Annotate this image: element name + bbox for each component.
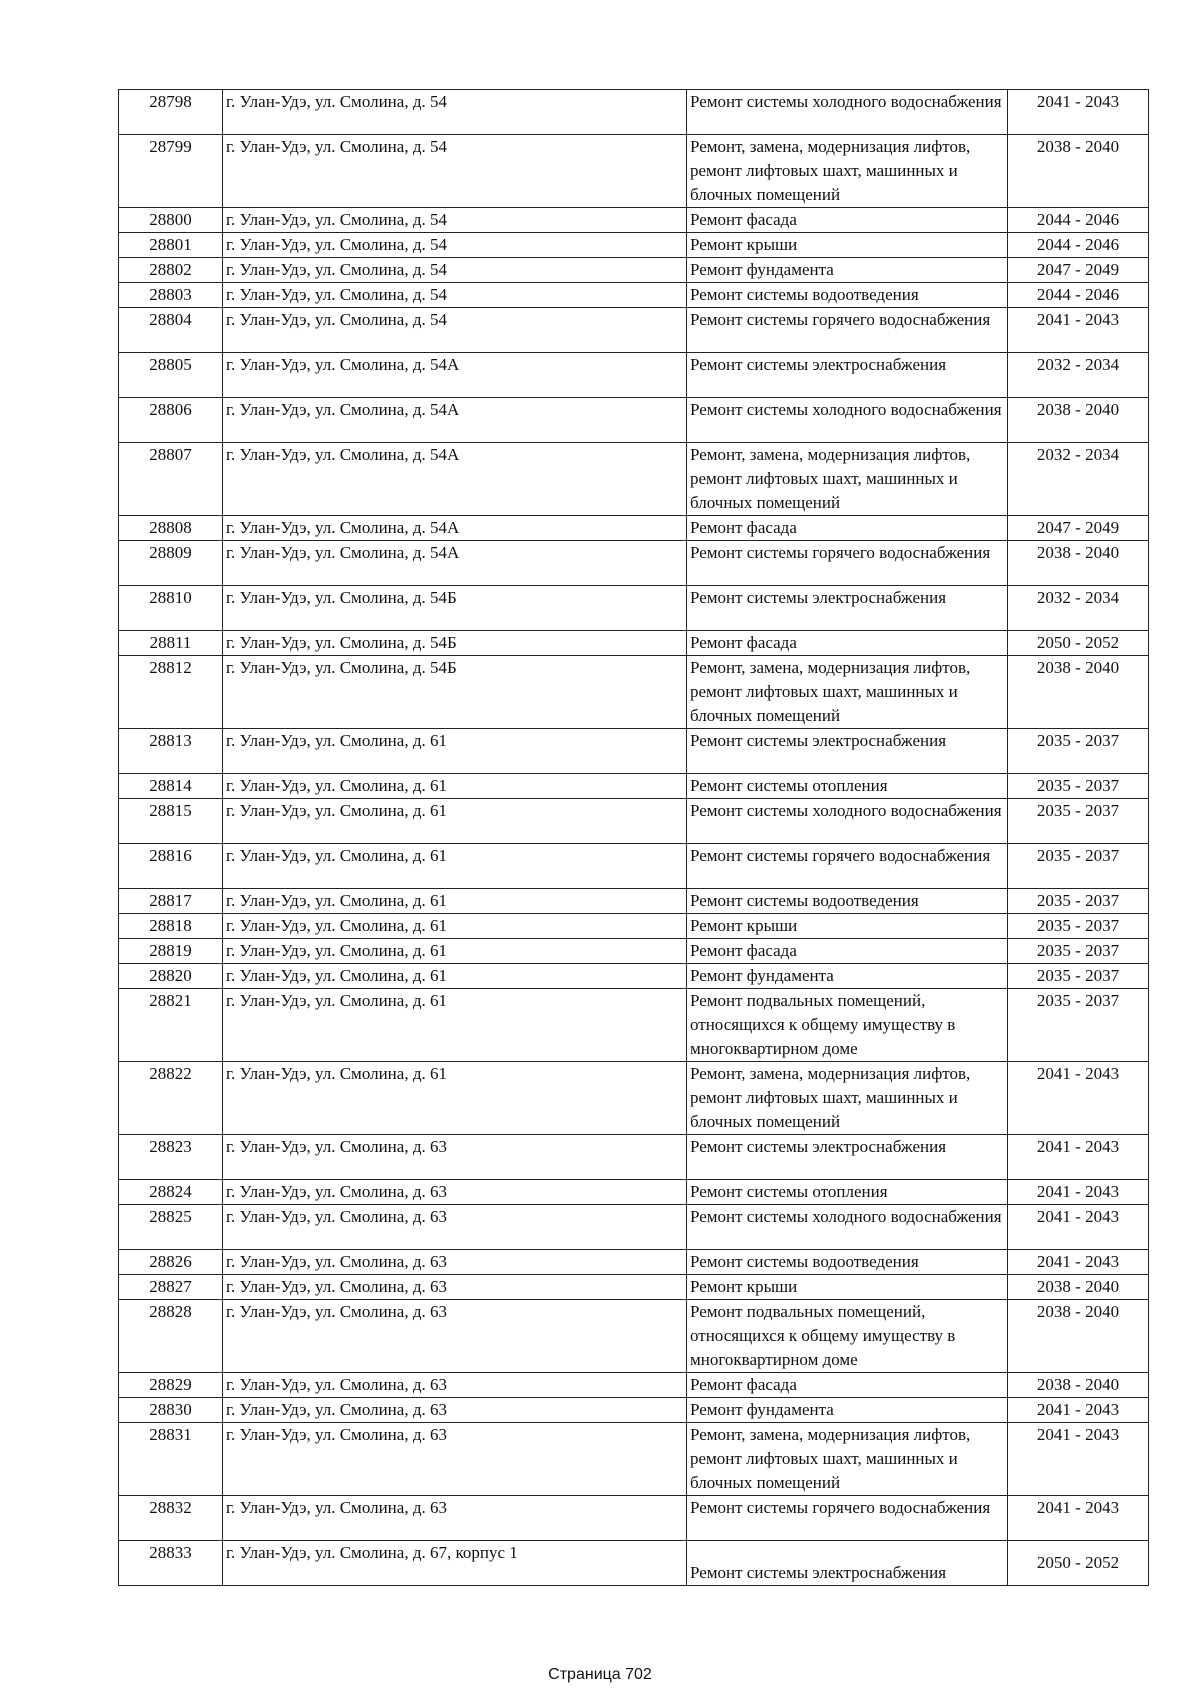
row-number: 28801 xyxy=(119,233,223,258)
row-period: 2041 - 2043 xyxy=(1008,90,1149,135)
row-period: 2035 - 2037 xyxy=(1008,799,1149,844)
row-number: 28826 xyxy=(119,1250,223,1275)
row-address: г. Улан-Удэ, ул. Смолина, д. 54А xyxy=(223,443,687,516)
row-number: 28814 xyxy=(119,774,223,799)
row-work-type: Ремонт системы отопления xyxy=(687,1180,1008,1205)
row-address: г. Улан-Удэ, ул. Смолина, д. 61 xyxy=(223,844,687,889)
table-row xyxy=(119,889,1149,914)
row-address: г. Улан-Удэ, ул. Смолина, д. 54Б xyxy=(223,631,687,656)
row-address: г. Улан-Удэ, ул. Смолина, д. 54 xyxy=(223,208,687,233)
row-work-type: Ремонт фасада xyxy=(687,939,1008,964)
row-work-type: Ремонт системы холодного водоснабжения xyxy=(687,1205,1008,1250)
row-number: 28818 xyxy=(119,914,223,939)
table-row xyxy=(119,989,1149,1062)
table-row xyxy=(119,774,1149,799)
row-address: г. Улан-Удэ, ул. Смолина, д. 54Б xyxy=(223,586,687,631)
row-work-type: Ремонт системы электроснабжения xyxy=(687,1135,1008,1180)
row-number: 28830 xyxy=(119,1398,223,1423)
row-period: 2044 - 2046 xyxy=(1008,283,1149,308)
row-work-type: Ремонт системы горячего водоснабжения xyxy=(687,1496,1008,1541)
row-address: г. Улан-Удэ, ул. Смолина, д. 54 xyxy=(223,90,687,135)
row-address: г. Улан-Удэ, ул. Смолина, д. 63 xyxy=(223,1275,687,1300)
row-work-type: Ремонт системы горячего водоснабжения xyxy=(687,308,1008,353)
row-period: 2035 - 2037 xyxy=(1008,939,1149,964)
row-period: 2041 - 2043 xyxy=(1008,1496,1149,1541)
table-row xyxy=(119,1373,1149,1398)
row-period: 2035 - 2037 xyxy=(1008,914,1149,939)
table-row xyxy=(119,964,1149,989)
row-address: г. Улан-Удэ, ул. Смолина, д. 54 xyxy=(223,283,687,308)
row-address: г. Улан-Удэ, ул. Смолина, д. 54 xyxy=(223,135,687,208)
row-address: г. Улан-Удэ, ул. Смолина, д. 63 xyxy=(223,1398,687,1423)
row-address: г. Улан-Удэ, ул. Смолина, д. 54А xyxy=(223,516,687,541)
row-number: 28807 xyxy=(119,443,223,516)
row-address: г. Улан-Удэ, ул. Смолина, д. 54 xyxy=(223,258,687,283)
row-work-type: Ремонт крыши xyxy=(687,233,1008,258)
table-row xyxy=(119,308,1149,353)
table-row xyxy=(119,283,1149,308)
row-number: 28798 xyxy=(119,90,223,135)
row-number: 28816 xyxy=(119,844,223,889)
row-number: 28800 xyxy=(119,208,223,233)
row-number: 28823 xyxy=(119,1135,223,1180)
row-address: г. Улан-Удэ, ул. Смолина, д. 54А xyxy=(223,353,687,398)
row-address: г. Улан-Удэ, ул. Смолина, д. 61 xyxy=(223,914,687,939)
row-period: 2047 - 2049 xyxy=(1008,258,1149,283)
row-period: 2038 - 2040 xyxy=(1008,1275,1149,1300)
row-work-type: Ремонт системы горячего водоснабжения xyxy=(687,844,1008,889)
row-work-type: Ремонт фасада xyxy=(687,631,1008,656)
row-address: г. Улан-Удэ, ул. Смолина, д. 63 xyxy=(223,1423,687,1496)
row-address: г. Улан-Удэ, ул. Смолина, д. 63 xyxy=(223,1300,687,1373)
row-number: 28813 xyxy=(119,729,223,774)
row-period: 2038 - 2040 xyxy=(1008,1373,1149,1398)
row-period: 2032 - 2034 xyxy=(1008,353,1149,398)
row-period: 2035 - 2037 xyxy=(1008,889,1149,914)
row-number: 28802 xyxy=(119,258,223,283)
row-number: 28825 xyxy=(119,1205,223,1250)
row-number: 28821 xyxy=(119,989,223,1062)
row-period: 2041 - 2043 xyxy=(1008,1205,1149,1250)
row-work-type: Ремонт системы горячего водоснабжения xyxy=(687,541,1008,586)
table-row xyxy=(119,1398,1149,1423)
row-period: 2035 - 2037 xyxy=(1008,774,1149,799)
table-row xyxy=(119,541,1149,586)
row-address: г. Улан-Удэ, ул. Смолина, д. 54А xyxy=(223,398,687,443)
row-period: 2035 - 2037 xyxy=(1008,989,1149,1062)
row-address: г. Улан-Удэ, ул. Смолина, д. 63 xyxy=(223,1250,687,1275)
row-work-type: Ремонт фундамента xyxy=(687,258,1008,283)
row-period: 2038 - 2040 xyxy=(1008,398,1149,443)
row-work-type: Ремонт системы холодного водоснабжения xyxy=(687,90,1008,135)
table-row xyxy=(119,631,1149,656)
row-work-type: Ремонт фасада xyxy=(687,1373,1008,1398)
row-work-type: Ремонт крыши xyxy=(687,1275,1008,1300)
table-row xyxy=(119,1300,1149,1373)
row-work-type: Ремонт системы электроснабжения xyxy=(687,586,1008,631)
row-address: г. Улан-Удэ, ул. Смолина, д. 63 xyxy=(223,1373,687,1398)
table-row xyxy=(119,939,1149,964)
row-address: г. Улан-Удэ, ул. Смолина, д. 61 xyxy=(223,774,687,799)
row-work-type: Ремонт, замена, модернизация лифтов, ремонт лифтовых шахт, машинных и блочных помещений xyxy=(687,443,1008,516)
row-work-type: Ремонт системы водоотведения xyxy=(687,283,1008,308)
row-period: 2032 - 2034 xyxy=(1008,586,1149,631)
row-work-type: Ремонт подвальных помещений, относящихся к общему имуществу в многоквартирном доме xyxy=(687,1300,1008,1373)
row-number: 28808 xyxy=(119,516,223,541)
row-address: г. Улан-Удэ, ул. Смолина, д. 61 xyxy=(223,939,687,964)
row-work-type: Ремонт системы холодного водоснабжения xyxy=(687,398,1008,443)
row-work-type: Ремонт системы отопления xyxy=(687,774,1008,799)
row-number: 28809 xyxy=(119,541,223,586)
row-number: 28824 xyxy=(119,1180,223,1205)
row-address: г. Улан-Удэ, ул. Смолина, д. 61 xyxy=(223,799,687,844)
row-number: 28810 xyxy=(119,586,223,631)
row-address: г. Улан-Удэ, ул. Смолина, д. 63 xyxy=(223,1496,687,1541)
row-period: 2038 - 2040 xyxy=(1008,541,1149,586)
row-period: 2041 - 2043 xyxy=(1008,1250,1149,1275)
row-address: г. Улан-Удэ, ул. Смолина, д. 63 xyxy=(223,1135,687,1180)
row-period: 2041 - 2043 xyxy=(1008,308,1149,353)
row-work-type: Ремонт системы электроснабжения xyxy=(687,729,1008,774)
row-address: г. Улан-Удэ, ул. Смолина, д. 54 xyxy=(223,308,687,353)
table-row xyxy=(119,135,1149,208)
row-period: 2038 - 2040 xyxy=(1008,1300,1149,1373)
row-period: 2038 - 2040 xyxy=(1008,656,1149,729)
row-address: г. Улан-Удэ, ул. Смолина, д. 61 xyxy=(223,989,687,1062)
table-row xyxy=(119,1180,1149,1205)
table-row xyxy=(119,443,1149,516)
row-work-type: Ремонт, замена, модернизация лифтов, ремонт лифтовых шахт, машинных и блочных помещений xyxy=(687,135,1008,208)
row-period: 2032 - 2034 xyxy=(1008,443,1149,516)
row-period: 2035 - 2037 xyxy=(1008,844,1149,889)
row-address: г. Улан-Удэ, ул. Смолина, д. 63 xyxy=(223,1180,687,1205)
row-work-type: Ремонт фундамента xyxy=(687,964,1008,989)
row-address: г. Улан-Удэ, ул. Смолина, д. 54 xyxy=(223,233,687,258)
row-address: г. Улан-Удэ, ул. Смолина, д. 61 xyxy=(223,1062,687,1135)
row-work-type: Ремонт подвальных помещений, относящихся к общему имуществу в многоквартирном доме xyxy=(687,989,1008,1062)
row-work-type: Ремонт системы водоотведения xyxy=(687,1250,1008,1275)
table-row xyxy=(119,914,1149,939)
row-period: 2047 - 2049 xyxy=(1008,516,1149,541)
row-period: 2041 - 2043 xyxy=(1008,1135,1149,1180)
row-period: 2041 - 2043 xyxy=(1008,1398,1149,1423)
row-address: г. Улан-Удэ, ул. Смолина, д. 54А xyxy=(223,541,687,586)
row-work-type: Ремонт фундамента xyxy=(687,1398,1008,1423)
row-period: 2035 - 2037 xyxy=(1008,729,1149,774)
row-number: 28833 xyxy=(119,1541,223,1586)
row-number: 28828 xyxy=(119,1300,223,1373)
row-number: 28820 xyxy=(119,964,223,989)
table-row xyxy=(119,516,1149,541)
row-number: 28805 xyxy=(119,353,223,398)
table-body xyxy=(119,90,1149,1586)
row-period: 2041 - 2043 xyxy=(1008,1423,1149,1496)
row-number: 28832 xyxy=(119,1496,223,1541)
row-number: 28806 xyxy=(119,398,223,443)
table-row xyxy=(119,1205,1149,1250)
row-work-type: Ремонт системы холодного водоснабжения xyxy=(687,799,1008,844)
table-row xyxy=(119,258,1149,283)
table-row xyxy=(119,208,1149,233)
row-work-type: Ремонт крыши xyxy=(687,914,1008,939)
table-row xyxy=(119,1250,1149,1275)
row-period: 2038 - 2040 xyxy=(1008,135,1149,208)
row-work-type: Ремонт, замена, модернизация лифтов, ремонт лифтовых шахт, машинных и блочных помещений xyxy=(687,1062,1008,1135)
row-work-type: Ремонт системы водоотведения xyxy=(687,889,1008,914)
row-number: 28812 xyxy=(119,656,223,729)
row-address: г. Улан-Удэ, ул. Смолина, д. 63 xyxy=(223,1205,687,1250)
row-period: 2035 - 2037 xyxy=(1008,964,1149,989)
row-period: 2044 - 2046 xyxy=(1008,208,1149,233)
row-address: г. Улан-Удэ, ул. Смолина, д. 54Б xyxy=(223,656,687,729)
row-number: 28822 xyxy=(119,1062,223,1135)
table-row xyxy=(119,233,1149,258)
row-address: г. Улан-Удэ, ул. Смолина, д. 67, корпус 1 xyxy=(223,1541,687,1586)
table-row xyxy=(119,1541,1149,1586)
table-row xyxy=(119,1062,1149,1135)
row-period: 2050 - 2052 xyxy=(1008,631,1149,656)
table-row xyxy=(119,586,1149,631)
row-work-type: Ремонт фасада xyxy=(687,516,1008,541)
row-work-type: Ремонт, замена, модернизация лифтов, ремонт лифтовых шахт, машинных и блочных помещений xyxy=(687,656,1008,729)
row-number: 28817 xyxy=(119,889,223,914)
row-address: г. Улан-Удэ, ул. Смолина, д. 61 xyxy=(223,889,687,914)
table-row xyxy=(119,353,1149,398)
row-period: 2044 - 2046 xyxy=(1008,233,1149,258)
row-number: 28815 xyxy=(119,799,223,844)
page-number: Страница 702 xyxy=(548,1666,652,1683)
row-number: 28827 xyxy=(119,1275,223,1300)
table-row xyxy=(119,1275,1149,1300)
row-work-type: Ремонт, замена, модернизация лифтов, ремонт лифтовых шахт, машинных и блочных помещений xyxy=(687,1423,1008,1496)
row-number: 28831 xyxy=(119,1423,223,1496)
table-row xyxy=(119,1423,1149,1496)
table-row xyxy=(119,844,1149,889)
table-row xyxy=(119,90,1149,135)
table-row xyxy=(119,729,1149,774)
row-period: 2041 - 2043 xyxy=(1008,1180,1149,1205)
row-period: 2050 - 2052 xyxy=(1008,1541,1149,1586)
row-address: г. Улан-Удэ, ул. Смолина, д. 61 xyxy=(223,729,687,774)
row-work-type: Ремонт фасада xyxy=(687,208,1008,233)
row-period: 2041 - 2043 xyxy=(1008,1062,1149,1135)
row-number: 28829 xyxy=(119,1373,223,1398)
table-row xyxy=(119,1135,1149,1180)
row-number: 28803 xyxy=(119,283,223,308)
repair-schedule-table xyxy=(118,89,1149,1586)
table-row xyxy=(119,799,1149,844)
row-work-type: Ремонт системы электроснабжения xyxy=(687,353,1008,398)
row-work-type: Ремонт системы электроснабжения xyxy=(687,1541,1008,1586)
row-number: 28811 xyxy=(119,631,223,656)
row-number: 28819 xyxy=(119,939,223,964)
row-number: 28799 xyxy=(119,135,223,208)
table-row xyxy=(119,398,1149,443)
table-row xyxy=(119,1496,1149,1541)
table-row xyxy=(119,656,1149,729)
row-number: 28804 xyxy=(119,308,223,353)
row-address: г. Улан-Удэ, ул. Смолина, д. 61 xyxy=(223,964,687,989)
